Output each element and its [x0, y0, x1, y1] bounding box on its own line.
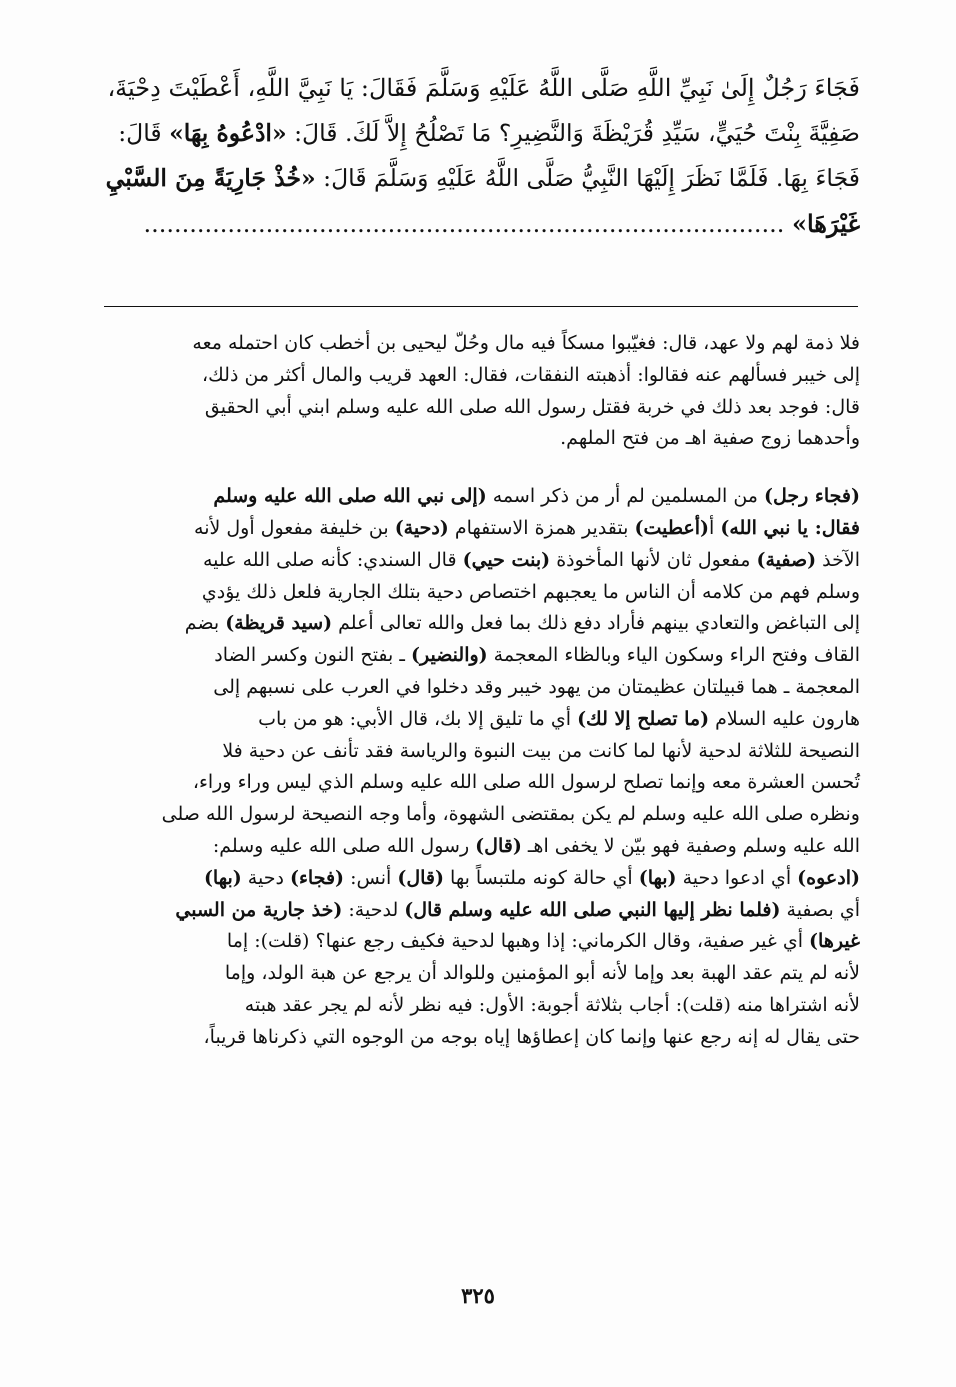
bold-phrase: (أعطيت) [634, 516, 710, 539]
hadith-line-text: فَجَاءَ بِهَا. فَلَمَّا نَظَرَ إِلَيْهَا النَّبِيُّ صَلَّى اللَّهُ عَلَيْهِ وَسَلَّمَ قَالَ: [315, 164, 860, 192]
line-text: أي حالة كونه ملتبساً بها [443, 866, 639, 889]
commentary-line: النصيحة للثلاثة لدحية لأنها لما كانت من بيت النبوة والرياسة فقد تأنف عن دحية فلا [222, 739, 860, 762]
commentary-line [100, 608, 860, 640]
bold-phrase: (فلما نظر إليها النبي صلى الله عليه وسلم قال) [404, 898, 781, 921]
line-text: الآخذ [816, 548, 860, 571]
bold-phrase: (بنت حيي) [462, 548, 551, 571]
commentary-line: لأنه لم يتم عقد الهبة بعد وإما لأنه أبو المؤمنين وللوالد أن يرجع عن هبة الولد، وإما [224, 962, 860, 985]
commentary-line: ونظره صلى الله عليه وسلم لم يكن بمقتضى الشهوة، وأما وجه النصيحة لرسول الله صلى [161, 803, 860, 826]
hadith-line-text: صَفِيَّةَ بِنْتَ حُيَيٍّ، سَيِّدِ قُرَيْظَةَ وَالنَّضِيرِ؟ مَا تَصْلُحُ إِلاَّ لَكَ. قَالَ: [286, 119, 860, 147]
bold-phrase: (قال) [475, 834, 522, 857]
bold-phrase: (قال) [397, 866, 444, 889]
bold-phrase: (سيد قريظة) [225, 612, 333, 635]
hadith-line-text: قَالَ: [118, 119, 170, 147]
paragraph-gap [100, 455, 860, 481]
line-text: أي ادعوا دحية [676, 866, 798, 889]
commentary-line: فلا ذمة لهم ولا عهد، قال: فغيّبوا مسكاً فيه مال وحُلّ ليحيى بن أخطب كان احتمله معه [192, 332, 860, 354]
commentary-line [100, 481, 860, 513]
commentary-line [100, 640, 860, 672]
hadith-text [104, 66, 860, 247]
commentary-line [100, 545, 860, 577]
hadith-bold-phrase: غَيْرَهَا» [791, 209, 860, 238]
line-text: القاف وفتح الراء وسكون الياء وبالظاء المعجمة [487, 644, 860, 667]
bold-phrase: (فجاء رجل) [764, 485, 860, 508]
commentary-line [100, 704, 860, 736]
hadith-bold-phrase: «ادْعُوهُ بِهَا» [169, 119, 287, 147]
bold-phrase: (صفية) [756, 548, 817, 571]
commentary-line [100, 831, 860, 863]
hadith-bold-phrase: «خُذْ جَارِيَةً مِنَ السَّبْيِ [105, 164, 316, 192]
hadith-line [104, 111, 860, 156]
line-text: قال السندي: كأنه صلى الله عليه [203, 548, 463, 571]
commentary-line: وأحدهما زوج صفية اهـ من فتح الملهم. [560, 427, 860, 450]
bold-phrase: (دحية) [394, 516, 449, 539]
line-text: أي بصفية [780, 898, 860, 921]
line-text: بتقدير همزة الاستفهام [448, 516, 635, 539]
bold-phrase: (إلى نبي الله صلى الله عليه وسلم [213, 485, 487, 508]
commentary-line [100, 513, 860, 545]
line-text: دحية [241, 866, 290, 889]
bold-phrase: فقال: يا نبي الله) [720, 516, 860, 539]
line-text: هارون عليه السلام [709, 707, 860, 730]
section-divider [104, 306, 858, 307]
bold-phrase: غيرها) [809, 930, 860, 953]
commentary-line: وسلم فهم من كلامه أن الناس ما يعجبهم اختصاص دحية بتلك الجارية فلعل ذلك يؤدي [201, 580, 860, 603]
commentary-line: حتى يقال له إنه رجع عنها وإنما كان إعطاؤها إياه بوجه من الوجوه التي ذكرناها قريباً، [203, 1025, 860, 1048]
commentary-line: المعجمة ـ هما قبيلتان عظيمتان من يهود خيبر وقد دخلوا في العرب على نسبهم إلى [213, 675, 860, 698]
bold-phrase: (بها) [203, 866, 242, 889]
line-text: ـ بفتح النون وكسر الضاد [214, 644, 411, 667]
line-text: لدحية: [342, 898, 405, 921]
line-text: رسول الله صلى الله عليه وسلم: [212, 834, 476, 857]
commentary-line: تُحسن العشرة معه وإنما تصلح لرسول الله صلى الله عليه وسلم الذي ليس وراء وراء، [192, 771, 860, 794]
commentary-line: لأنه اشتراها منه (قلت): أجاب بثلاثة أجوبة: الأول: فيه نظر لأنه لم يجر عقد هبته [244, 993, 860, 1016]
line-text: أ [709, 516, 721, 539]
line-text: أي غير صفية، وقال الكرماني: إذا وهبها لدحية فكيف رجع عنها؟ (قلت): إما [226, 930, 810, 953]
line-text: أنس: [344, 866, 398, 889]
line-text: بضم [184, 612, 226, 635]
page-number: ٣٢٥ [461, 1283, 495, 1308]
bold-phrase: (خذ جارية من السبي [175, 898, 343, 921]
commentary-line [100, 895, 860, 927]
commentary-line [100, 926, 860, 958]
bold-phrase: (ادعوه) [797, 866, 860, 889]
commentary-line: إلى خيبر فسألهم عنه فقالوا: أذهبته النفقات، فقال: العهد قريب والمال أكثر من ذلك، [202, 363, 860, 386]
line-text: بن خليفة مفعول أول لأنه [194, 516, 395, 539]
line-text: مفعول ثان لأنها المأخوذة [550, 548, 757, 571]
line-text: أي ما تليق إلا بك، قال الأبي: هو من باب [258, 707, 578, 730]
hadith-line-text: فَجَاءَ رَجُلٌ إِلَىٰ نَبِيِّ اللَّهِ صَلَّى اللَّهُ عَلَيْهِ وَسَلَّمَ فَقَالَ: يَا نَبِيَّ اللَّهِ، أَعْطَيْتَ دِحْيَةَ، [107, 74, 860, 102]
hadith-continuation-dots: .................................................................................... [143, 210, 792, 238]
hadith-line [104, 201, 860, 247]
line-text: إلى التباغض والتعادي بينهم فأراد دفع ذلك بما فعل والله تعالى أعلم [332, 612, 860, 635]
line-text: من المسلمين لم أر من ذكر اسمه [486, 485, 765, 508]
bold-phrase: (والنضير) [410, 644, 488, 667]
commentary-text [100, 328, 860, 1054]
hadith-line [104, 156, 860, 201]
bold-phrase: (ما تصلح إلا لك) [577, 707, 710, 730]
bold-phrase: (فجاء) [289, 866, 345, 889]
line-text: الله عليه وسلم وصفية فهو بيّن لا يخفى اهـ [521, 834, 860, 857]
hadith-line [104, 66, 860, 111]
bold-phrase: (بها) [638, 866, 677, 889]
commentary-line: قال: فوجد بعد ذلك في خربة فقتل رسول الله صلى الله عليه وسلم ابني أبي الحقيق [204, 395, 860, 418]
commentary-line [100, 863, 860, 895]
